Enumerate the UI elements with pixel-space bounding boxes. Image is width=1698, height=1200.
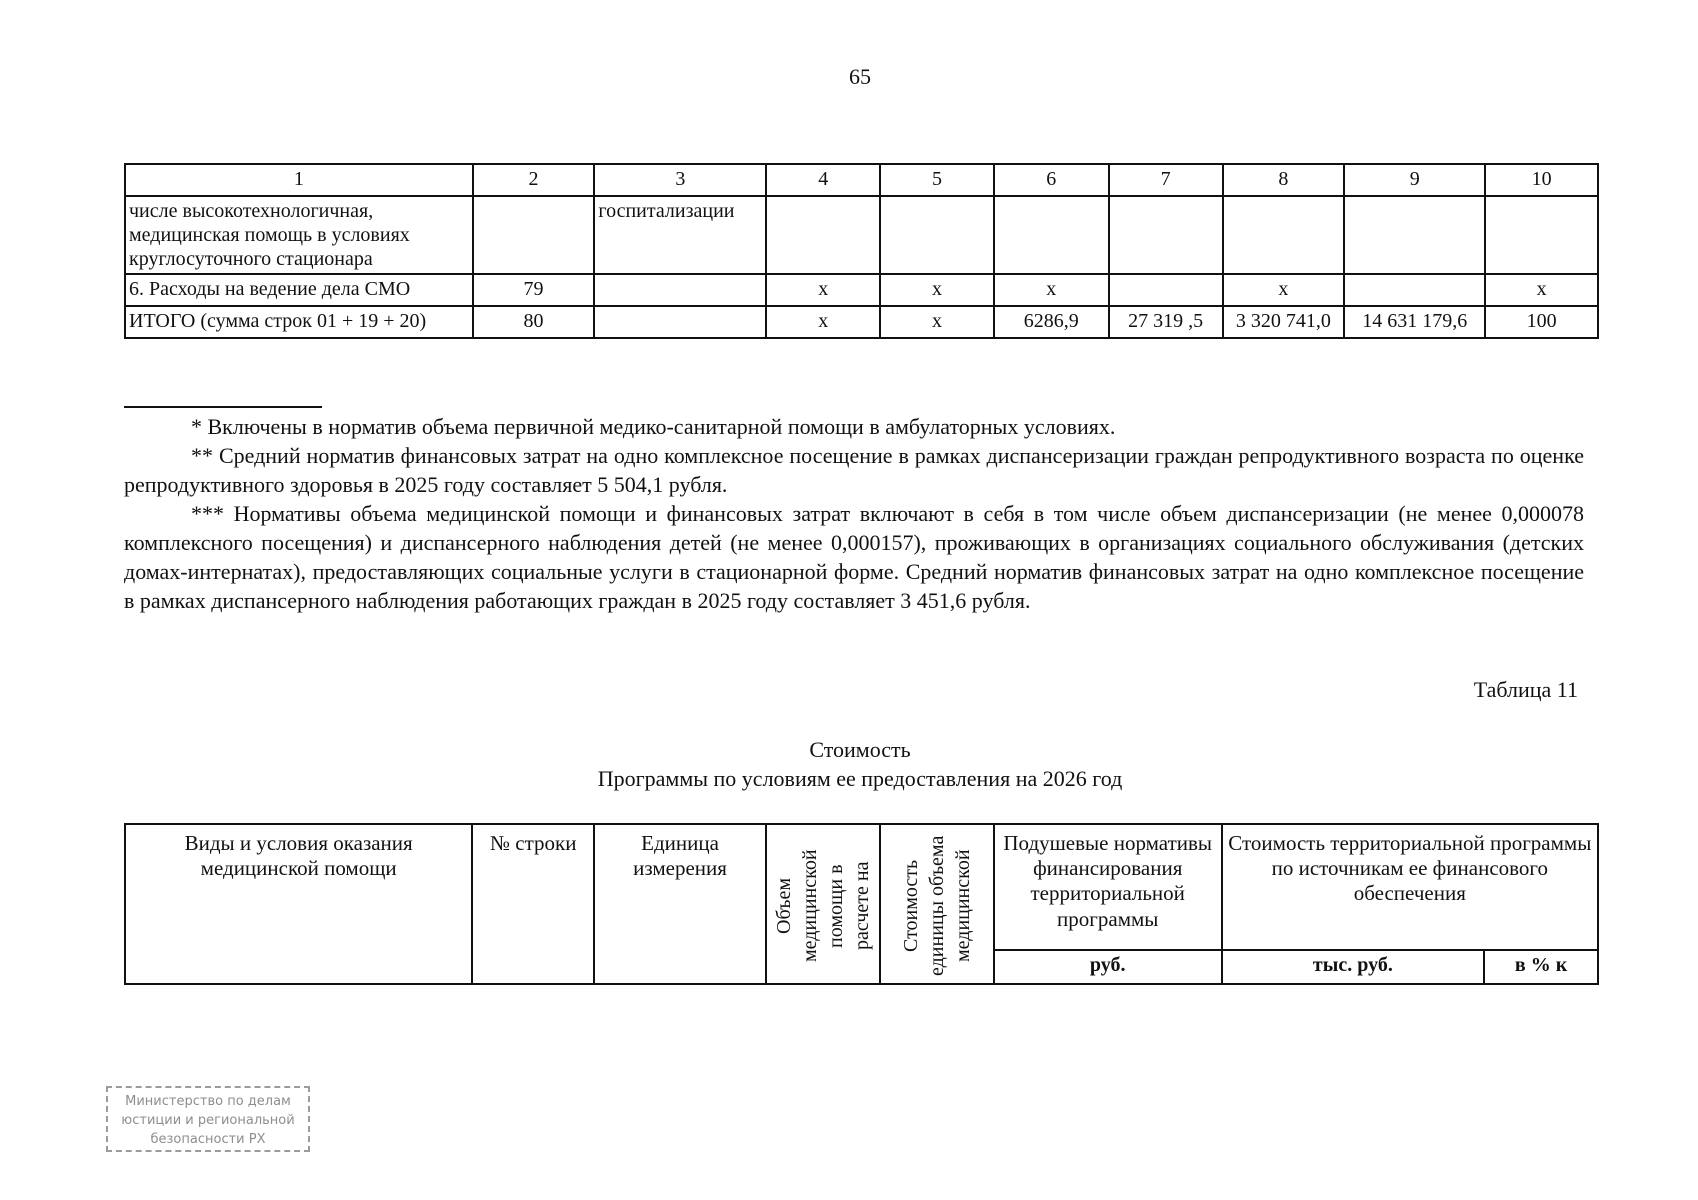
table-title [0,735,1698,793]
col-number: 5 [880,164,994,196]
header-per-capita: Подушевые нормативы финансирования территориальной программы [994,824,1222,950]
header-row [125,824,1598,950]
footnote: ** Средний норматив финансовых затрат на одно комплексное посещение в рамках диспансеризации граждан репродуктивного возраста по оценке репродуктивного здоровья в 2025 году составляет 5 504,1 рубля. [124,443,1584,497]
table-cell: 100 [1485,306,1598,338]
stamp-line: юстиции и региональной [121,1113,295,1128]
row-label: числе высокотехнологичная, медицинская помощь в условиях круглосуточного стационара [125,196,473,274]
col-number: 1 [125,164,473,196]
col-number: 10 [1485,164,1598,196]
table-cell [594,306,766,338]
table-row [125,306,1598,338]
table-cell: х [994,274,1109,306]
header-volume-text: Объем медицинской помощи в расчете на [772,849,873,963]
footnote: * Включены в норматив объема первичной медико-санитарной помощи в амбулаторных условиях. [191,414,1116,439]
row-label: 6. Расходы на ведение дела СМО [125,274,473,306]
header-cost-text: Стоимость единицы объема медицинской [899,835,974,977]
row-label: ИТОГО (сумма строк 01 + 19 + 20) [125,306,473,338]
footnote-divider [124,406,322,408]
table-number-label: Таблица 11 [1473,677,1578,702]
stamp-line: Министерство по делам [125,1094,291,1109]
header-program-cost: Стоимость территориальной программы по источникам ее финансового обеспечения [1222,824,1598,950]
table-cell: 6286,9 [994,306,1109,338]
footnote: *** Нормативы объема медицинской помощи и финансовых затрат включают в себя в том числе объем диспансеризации (не менее 0,000078 комплексного посещения) и диспансерного наблюдения детей (не менее 0,000157), проживающих в организациях социального обслуживания (детских домах-интернатах), предоставляющих социальные услуги в стационарной форме. Средний норматив финансовых затрат на одно комплексное посещение в рамках диспансерного наблюдения работающих граждан в 2025 году составляет 3 451,6 рубля. [124,501,1584,613]
table-cell: х [766,274,880,306]
unit-percent: в % к [1484,950,1598,984]
header-types: Виды и условия оказания медицинской помощи [125,824,472,984]
table-cell [1109,274,1223,306]
table-cell [880,196,994,274]
unit-per-capita: руб. [994,950,1222,984]
table-cell [473,196,595,274]
table-cell: х [880,274,994,306]
col-number: 4 [766,164,880,196]
table-cell: х [880,306,994,338]
table-cell: 79 [473,274,595,306]
column-number-row [125,164,1598,196]
table-cell [1223,196,1345,274]
table-cell [1109,196,1223,274]
table-cell [1344,274,1485,306]
unit-thousand: тыс. руб. [1222,950,1485,984]
footnotes [124,412,1584,615]
continued-table [124,163,1599,339]
col-number: 7 [1109,164,1223,196]
table-row [125,196,1598,274]
table-cell: х [766,306,880,338]
registration-stamp [106,1086,310,1152]
table-cell: х [1223,274,1345,306]
table-cell: 3 320 741,0 [1223,306,1345,338]
table-cell: 27 319 ,5 [1109,306,1223,338]
header-row-number: № строки [472,824,594,984]
table-row [125,274,1598,306]
col-number: 6 [994,164,1109,196]
header-unit: Единица измерения [594,824,766,984]
header-volume [766,824,880,984]
table-cell: х [1485,274,1598,306]
col-number: 2 [473,164,595,196]
cost-table [124,823,1599,985]
col-number: 3 [594,164,766,196]
col-number: 8 [1223,164,1345,196]
table-cell [766,196,880,274]
table-cell: госпитализации [594,196,766,274]
table-cell: 80 [473,306,595,338]
page-number: 65 [849,64,871,89]
stamp-line: безопасности РХ [150,1132,266,1147]
table-cell [1344,196,1485,274]
table-cell [594,274,766,306]
table-cell [994,196,1109,274]
col-number: 9 [1344,164,1485,196]
table-cell: 14 631 179,6 [1344,306,1485,338]
header-cost [880,824,994,984]
table-title-line: Программы по условиям ее предоставления на 2026 год [597,766,1123,791]
table-cell [1485,196,1598,274]
table-title-line: Стоимость [809,737,911,762]
